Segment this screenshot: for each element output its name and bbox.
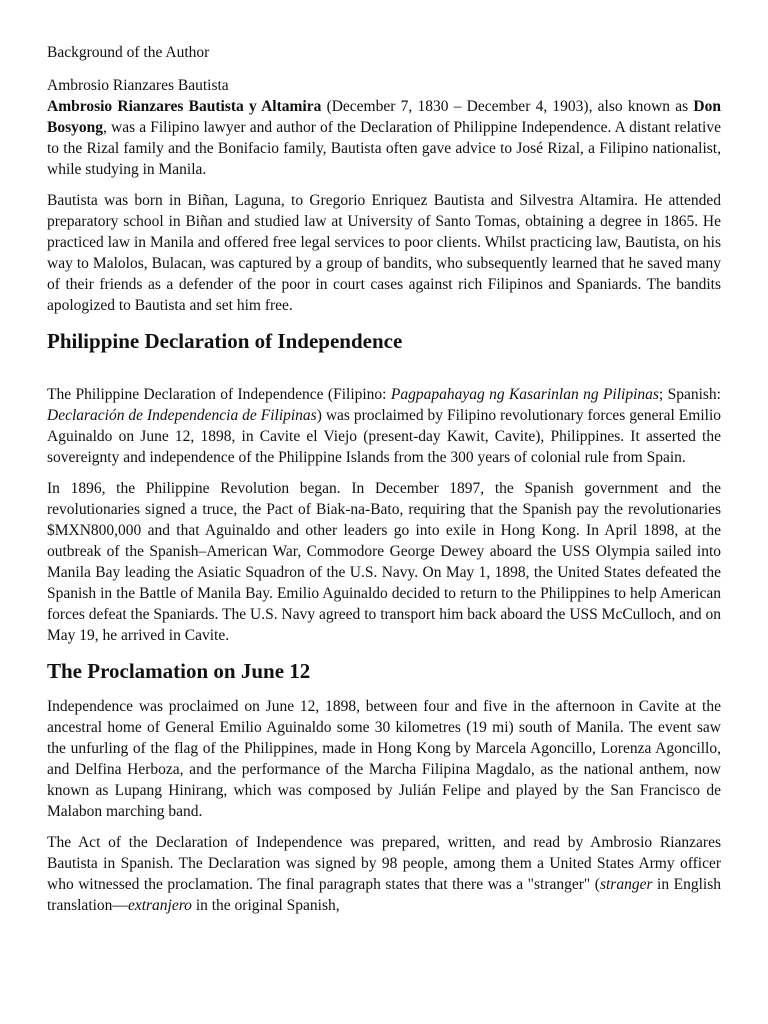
section-heading-background: Background of the Author <box>47 44 210 61</box>
heading-proclamation: The Proclamation on June 12 <box>47 659 311 683</box>
paragraph-act-of-declaration: The Act of the Declaration of Independence was prepared, written, and read by Ambrosio Rianzares Bautista in Spanish. The Declaration was signed by 98 people, among them a United States Army officer who witnessed the proclamation. The final paragraph states that there was a "stranger" (stranger in English translation—extranjero in the original Spanish, <box>47 834 721 914</box>
author-name: Ambrosio Rianzares Bautista <box>47 77 229 94</box>
bold-full-name: Ambrosio Rianzares Bautista y Altamira <box>47 98 322 115</box>
paragraph-author-bio: Bautista was born in Biñan, Laguna, to Gregorio Enriquez Bautista and Silvestra Altamira. He attended preparatory school in Biñan and studied law at University of Santo Tomas, obtaining a degree in 1865. He practiced law in Manila and offered free legal services to poor clients. Whilst practicing law, Bautista, on his way to Malolos, Bulacan, was captured by a group of bandits, who subsequently learned that he saved many of their friends as a defender of the poor in court cases against rich Filipinos and Spaniards. The bandits apologized to Bautista and set him free. <box>47 192 721 314</box>
paragraph-revolution: In 1896, the Philippine Revolution began. In December 1897, the Spanish government and the revolutionaries signed a truce, the Pact of Biak-na-Bato, requiring that the Spanish pay the revolutionaries $MXN800,000 and that Aguinaldo and other leaders go into exile in Hong Kong. In April 1898, at the outbreak of the Spanish–American War, Commodore George Dewey aboard the USS Olympia sailed into Manila Bay leading the Asiatic Squadron of the U.S. Navy. On May 1, 1898, the United States defeated the Spanish in the Battle of Manila Bay. Emilio Aguinaldo decided to return to the Philippines to help American forces defeat the Spaniards. The U.S. Navy agreed to transport him back aboard the USS McCulloch, and on May 19, he arrived in Cavite. <box>47 480 721 644</box>
paragraph-author-intro: Ambrosio Rianzares Bautista y Altamira (December 7, 1830 – December 4, 1903), also known as Don Bosyong, was a Filipino lawyer and author of the Declaration of Philippine Independence. A distant relative to the Rizal family and the Bonifacio family, Bautista often gave advice to José Rizal, a Filipino nationalist, while studying in Manila. <box>47 98 721 178</box>
heading-declaration: Philippine Declaration of Independence <box>47 329 403 353</box>
paragraph-proclamation: Independence was proclaimed on June 12, 1898, between four and five in the afternoon in Cavite at the ancestral home of General Emilio Aguinaldo some 30 kilometres (19 mi) south of Manila. The event saw the unfurling of the flag of the Philippines, made in Hong Kong by Marcela Agoncillo, Lorenza Agoncillo, and Delfina Herboza, and the performance of the Marcha Filipina Magdalo, as the national anthem, now known as Lupang Hinirang, which was composed by Julián Felipe and played by the San Francisco de Malabon marching band. <box>47 698 721 820</box>
paragraph-declaration-intro: The Philippine Declaration of Independence (Filipino: Pagpapahayag ng Kasarinlan ng Pilipinas; Spanish: Declaración de Independencia de Filipinas) was proclaimed by Filipino revolutionary forces general Emilio Aguinaldo on June 12, 1898, in Cavite el Viejo (present-day Kawit, Cavite), Philippines. It asserted the sovereignty and independence of the Philippine Islands from the 300 years of colonial rule from Spain. <box>47 386 721 466</box>
bold-nickname: Don Bosyong <box>47 98 721 136</box>
